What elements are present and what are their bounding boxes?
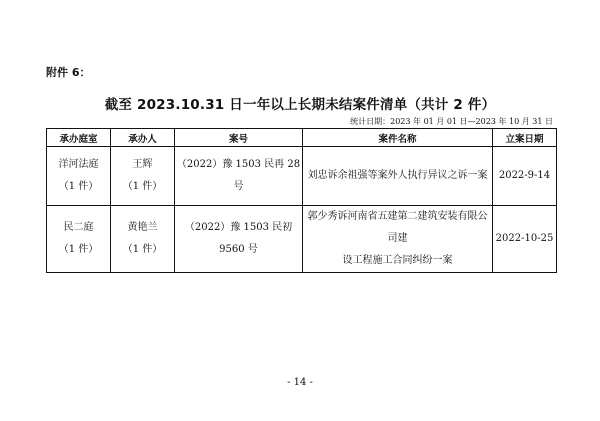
handler-name: 王辉 xyxy=(132,159,153,170)
court-name: 民二庭 xyxy=(63,222,94,233)
court-count: （1 件） xyxy=(58,244,99,255)
handler-name: 黄艳兰 xyxy=(127,222,158,233)
case-name-line: 刘忠诉余祖强等案外人执行异议之诉一案 xyxy=(307,170,488,181)
header-handler: 承办人 xyxy=(111,129,175,147)
table-header-row xyxy=(47,129,557,147)
handler-count: （1 件） xyxy=(122,244,163,255)
case-number-cell: （2022）豫 1503 民初 9560 号 xyxy=(175,206,303,273)
handler-cell xyxy=(111,206,175,273)
case-table xyxy=(46,128,557,273)
attachment-label: 附件 6： xyxy=(46,66,91,79)
case-name-cell xyxy=(303,147,493,206)
court-cell xyxy=(47,206,111,273)
court-count: （1 件） xyxy=(58,181,99,192)
header-case-number: 案号 xyxy=(175,129,303,147)
table-row xyxy=(47,206,557,273)
court-cell xyxy=(47,147,111,206)
table-row xyxy=(47,147,557,206)
header-case-name: 案件名称 xyxy=(303,129,493,147)
filing-date-cell: 2022-9-14 xyxy=(493,147,557,206)
case-name-cell xyxy=(303,206,493,273)
handler-cell xyxy=(111,147,175,206)
case-name-line: 郭少秀诉河南省五建第二建筑安装有限公司建 xyxy=(307,211,488,244)
header-court: 承办庭室 xyxy=(47,129,111,147)
header-filing-date: 立案日期 xyxy=(493,129,557,147)
page-number: - 14 - xyxy=(287,377,313,388)
filing-date-cell: 2022-10-25 xyxy=(493,206,557,273)
case-number-cell: （2022）豫 1503 民再 28 号 xyxy=(175,147,303,206)
statistics-period: 统计日期：2023 年 01 月 01 日—2023 年 10 月 31 日 xyxy=(350,117,553,126)
court-name: 洋河法庭 xyxy=(58,159,99,170)
document-title: 截至 2023.10.31 日一年以上长期未结案件清单（共计 2 件） xyxy=(104,97,496,113)
handler-count: （1 件） xyxy=(122,181,163,192)
case-name-line: 设工程施工合同纠纷一案 xyxy=(342,255,453,266)
